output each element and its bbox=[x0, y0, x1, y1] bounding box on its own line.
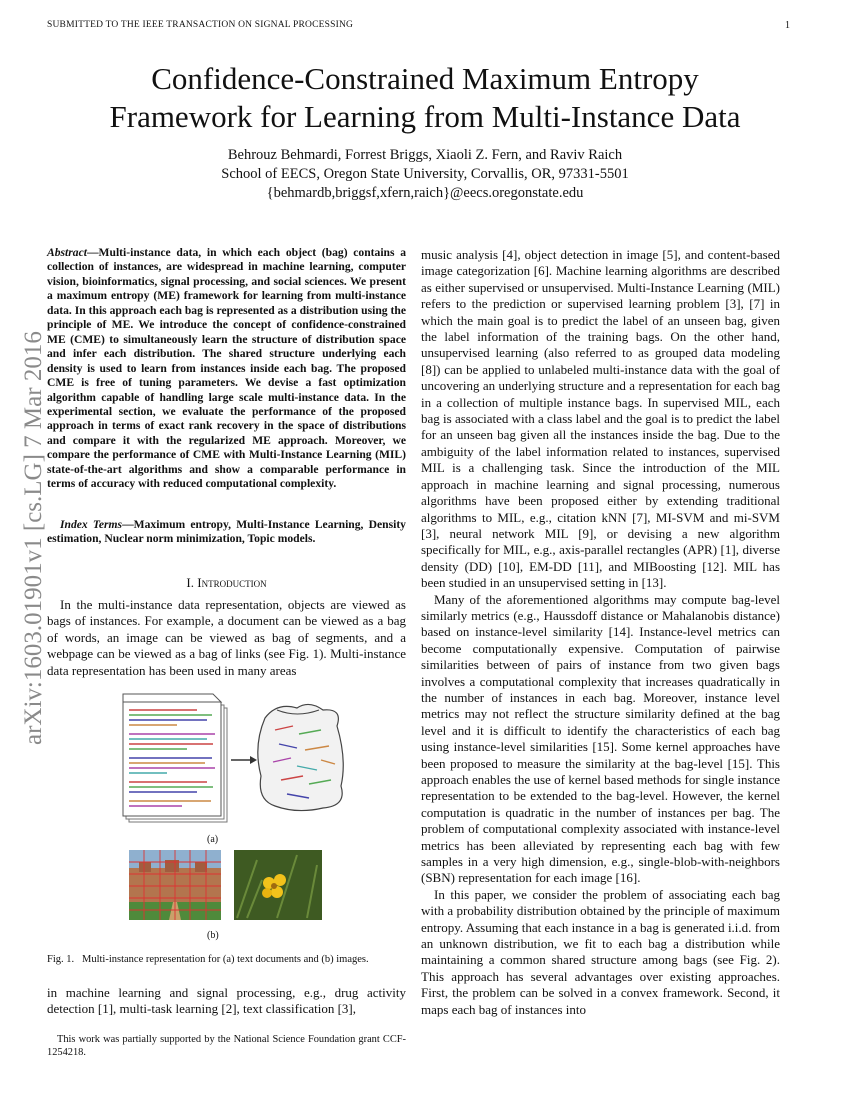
building-photo bbox=[129, 850, 221, 920]
section-number: I. bbox=[186, 575, 194, 590]
index-terms bbox=[47, 518, 406, 547]
section-heading bbox=[47, 575, 406, 591]
footnote-text: This work was partially supported by the National Science Foundation grant CCF-1254218. bbox=[47, 1034, 406, 1058]
right-paragraph-2: Many of the aforementioned algorithms may compute bag-level similarly metrics (e.g., Haussdoff distance or Mahalanobis distance) based on instance-level similarity [14]. Instance-level metrics can become computationally expensive. Computation of pairwise similarities between of pairs of instance from two given bags involves a computational complexity that increases quadratically in the number of instances in each bag. Moreover, instance level metrics may not reflect the structure similarity defined at the bag level and it is difficult to identify the characteristics of each bag using instance-level similarities [15]. Some kernel approaches have been proposed to measure the similarity at the bag-level [15]. This approach enables the use of kernel based methods for single instance representation to be extended to the bag-level. However, the kernel computation is quadratic in the number of instances per bag. The problem of computational complexity associated with instance-level metrics has been alleviated by representing each bag with few samples in a very high dimension, e.g., single-blob-with-neighbors (SBN) representation for each image [16]. bbox=[421, 591, 780, 886]
author-names: Behrouz Behmardi, Forrest Briggs, Xiaoli Z. Fern, and Raviv Raich bbox=[227, 147, 623, 163]
flower-photo bbox=[234, 850, 322, 920]
continued-text: in machine learning and signal processing, e.g., drug activity detection [1], multi-task learning [2], text classification [3], bbox=[47, 985, 406, 1017]
figure-label-a: (a) bbox=[207, 834, 219, 845]
right-paragraph-3: In this paper, we consider the problem of associating each bag with a probability distribution obtained by the principle of maximum entropy. Assuming that each instance in a bag is generated i.i.d. from an unknown distribution, we fit to each bag a distribution while maintaining a common shared structure among bags (see Fig. 2). This approach has several advantages over existing approaches. First, the problem can be solved in a convex framework. Second, it maps each bag of instances into bbox=[421, 886, 780, 1017]
intro-paragraph bbox=[47, 597, 406, 679]
figure-1-graphic bbox=[47, 690, 406, 950]
author-block bbox=[0, 146, 850, 203]
author-affiliation: School of EECS, Oregon State University, Corvallis, OR, 97331-5501 bbox=[221, 166, 629, 182]
figure-label-b: (b) bbox=[207, 930, 219, 941]
title-line-1: Confidence-Constrained Maximum Entropy bbox=[151, 61, 699, 96]
title-line-2: Framework for Learning from Multi-Instance Data bbox=[109, 99, 741, 134]
caption-prefix: Fig. 1. bbox=[47, 954, 75, 965]
abstract bbox=[47, 246, 406, 492]
arxiv-stamp: arXiv:1603.01901v1 [cs.LG] 7 Mar 2016 bbox=[20, 331, 47, 745]
section-title: Introduction bbox=[197, 575, 267, 590]
right-column bbox=[421, 247, 780, 1018]
caption-text: Multi-instance representation for (a) text documents and (b) images. bbox=[82, 954, 369, 965]
running-header: SUBMITTED TO THE IEEE TRANSACTION ON SIGNAL PROCESSING bbox=[47, 20, 354, 30]
index-terms-lead: Index Terms bbox=[60, 518, 123, 531]
right-paragraph-1: music analysis [4], object detection in image [5], and content-based image categorization [6]. Machine learning algorithms are described as either supervised or unsupervised. Multi-Instance Learning (MIL) refers to the prediction or supervised learning problem [3], [7] in which the main goal is to predict the label of an unseen bag, given the label information of the training bags. On the other hand, unsupervised learning (also referred to as grouped data modeling [8]) can be applied to unlabeled multi-instance data with the goal of uncovering an underlying structure and a representation for each bag in a collection of multiple instance bags. In supervised MIL, each bag is associated with a class label and the goal is to predict the label for an unseen bag given all the instances inside the bag. Due to the ambiguity of the label information related to instances, supervised MIL is a challenging task. Since the introduction of the MIL approach in machine learning and signal processing, numerous algorithms have been proposed either by extending traditional algorithms to MIL, e.g., citation kNN [7], MI-SVM and mi-SVM [3], neural network MIL [9], or devising a new algorithm specifically for MIL, e.g., axis-parallel rectangles (APR) [1], diverse density (DD) [10], EM-DD [11], and MIBoosting [12]. MIL has been studied in an unsupervised setting in [13]. bbox=[421, 247, 780, 591]
document-stack-icon bbox=[123, 694, 227, 822]
page-number: 1 bbox=[785, 20, 790, 31]
continued-paragraph bbox=[47, 985, 406, 1018]
index-terms-text: —Maximum entropy, Multi-Instance Learning, Density estimation, Nuclear norm minimization, Topic models. bbox=[47, 518, 406, 546]
paper-title bbox=[0, 60, 850, 136]
author-email: {behmardb,briggsf,xfern,raich}@eecs.oregonstate.edu bbox=[266, 185, 584, 201]
abstract-lead: Abstract bbox=[47, 246, 87, 259]
abstract-text: —Multi-instance data, in which each object (bag) contains a collection of instances, are widespread in machine learning, computer vision, bioinformatics, signal processing, and social sciences. We present a maximum entropy (ME) framework for learning from multi-instance data. In this approach each bag is represented as a distribution using the principle of ME. We introduce the concept of confidence-constrained ME (CME) to simultaneously learn the structure of distribution space and infer each distribution. The shared structure underlying each density is used to learn from instances inside each bag. The proposed CME is free of tuning parameters. We devise a fast optimization algorithm capable of handling large scale multi-instance data. In the experimental section, we evaluate the performance of the proposed approach in terms of exact rank recovery in the space of distributions and compare it with the regularized ME approach. Moreover, we compare the performance of CME with Multi-Instance Learning (MIL) state-of-the-art algorithms and show a comparable performance in terms of accuracy with reduced computational complexity. bbox=[47, 246, 406, 491]
intro-text: In the multi-instance data representation, objects are viewed as bags of instances. For example, a document can be viewed as a bag of words, an image can be viewed as bag of segments, and a webpage can be viewed as a bag of links (see Fig. 1). Multi-instance data representation has been used in many areas bbox=[47, 597, 406, 678]
figure-caption bbox=[47, 953, 406, 966]
arrow-icon bbox=[231, 756, 257, 764]
footnote bbox=[47, 1033, 406, 1059]
word-bag-icon bbox=[258, 704, 343, 810]
figure-1 bbox=[47, 690, 406, 970]
